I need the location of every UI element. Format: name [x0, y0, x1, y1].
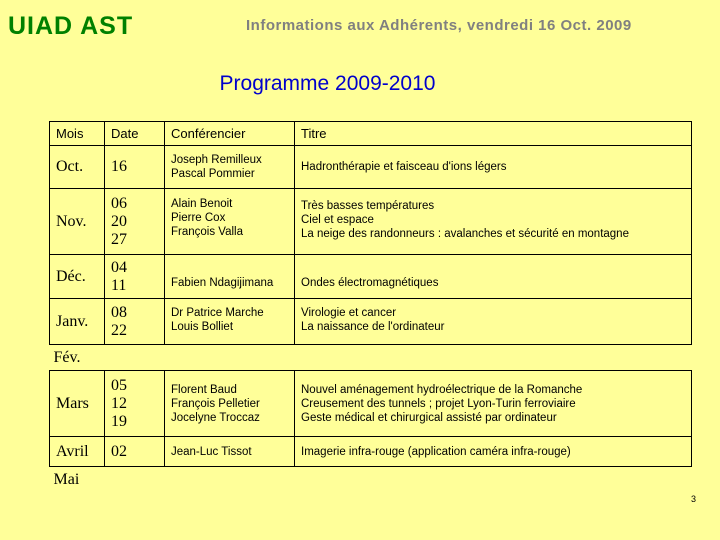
header-date: Date — [105, 122, 165, 146]
speaker-name: Florent Baud — [171, 383, 237, 396]
date-cell — [105, 371, 165, 437]
talk-title: Virologie et cancer — [301, 307, 397, 319]
title-cell — [295, 299, 692, 345]
date-value: 22 — [111, 321, 127, 339]
program-table — [49, 121, 692, 493]
speaker-cell — [165, 255, 295, 299]
month-cell: Nov. — [50, 189, 105, 255]
talk-title: Hadronthérapie et faisceau d'ions légers — [301, 161, 507, 173]
brand-title: UIAD AST — [8, 12, 134, 40]
header-conferencier: Conférencier — [165, 122, 295, 146]
talk-title: Imagerie infra-rouge (application caméra infra-rouge) — [301, 445, 571, 458]
speaker-name: François Valla — [171, 226, 244, 238]
table-row — [50, 299, 692, 345]
month-cell: Déc. — [50, 255, 105, 299]
date-cell — [105, 299, 165, 345]
date-value: 12 — [111, 394, 127, 412]
month-cell: Mai — [53, 470, 80, 488]
date-cell — [105, 189, 165, 255]
date-cell — [105, 146, 165, 189]
speaker-cell — [165, 371, 295, 437]
speaker-name: Dr Patrice Marche — [171, 307, 264, 319]
table-header-row — [50, 122, 692, 146]
speaker-name: Alain Benoit — [171, 198, 233, 210]
table-row — [50, 467, 692, 493]
speaker-cell — [165, 437, 295, 467]
title-cell — [295, 189, 692, 255]
month-cell: Janv. — [50, 299, 105, 345]
month-cell: Fév. — [53, 348, 81, 366]
date-value: 05 — [111, 376, 127, 394]
date-cell — [105, 255, 165, 299]
talk-title: Très basses températures — [301, 200, 435, 212]
talk-title: Nouvel aménagement hydroélectrique de la Romanche — [301, 383, 583, 396]
speaker-name: Pascal Pommier — [171, 168, 255, 180]
month-cell: Oct. — [50, 146, 105, 189]
date-cell — [105, 437, 165, 467]
page-title: Programme 2009-2010 — [219, 72, 436, 95]
speaker-name: Jean-Luc Tissot — [171, 445, 252, 458]
header-titre: Titre — [295, 122, 692, 146]
speaker-name: Fabien Ndagijimana — [171, 277, 274, 289]
table-row — [50, 255, 692, 299]
talk-title: Ciel et espace — [301, 214, 374, 226]
header-mois: Mois — [50, 122, 105, 146]
table-row — [50, 437, 692, 467]
speaker-cell — [165, 146, 295, 189]
title-cell — [295, 437, 692, 467]
talk-title: Geste médical et chirurgical assisté par ordinateur — [301, 411, 557, 424]
talk-title: La naissance de l'ordinateur — [301, 321, 445, 333]
date-value: 11 — [111, 276, 127, 294]
date-value: 04 — [111, 258, 127, 276]
date-value: 02 — [111, 442, 127, 460]
speaker-name: Louis Bolliet — [171, 321, 234, 333]
table-row — [50, 371, 692, 437]
table-row — [50, 146, 692, 189]
speaker-name: Pierre Cox — [171, 212, 226, 224]
date-value: 16 — [111, 158, 127, 175]
header-info: Informations aux Adhérents, vendredi 16 Oct. 2009 — [246, 17, 632, 34]
date-value: 08 — [111, 303, 127, 321]
month-cell: Avril — [50, 437, 105, 467]
speaker-name: François Pelletier — [171, 397, 260, 410]
speaker-name: Joseph Remilleux — [171, 154, 262, 166]
talk-title: Creusement des tunnels ; projet Lyon-Turin ferroviaire — [301, 397, 576, 410]
speaker-name: Jocelyne Troccaz — [171, 411, 260, 424]
page-number: 3 — [690, 494, 696, 504]
talk-title: La neige des randonneurs : avalanches et sécurité en montagne — [301, 228, 629, 240]
month-cell: Mars — [50, 371, 105, 437]
date-value: 19 — [111, 412, 127, 430]
speaker-cell — [165, 189, 295, 255]
title-cell — [295, 146, 692, 189]
date-value: 20 — [111, 212, 127, 230]
date-value: 27 — [111, 230, 127, 248]
title-cell — [295, 371, 692, 437]
speaker-cell — [165, 299, 295, 345]
title-cell — [295, 255, 692, 299]
table-row — [50, 345, 692, 371]
table-row — [50, 189, 692, 255]
date-value: 06 — [111, 194, 127, 212]
talk-title: Ondes électromagnétiques — [301, 277, 439, 289]
